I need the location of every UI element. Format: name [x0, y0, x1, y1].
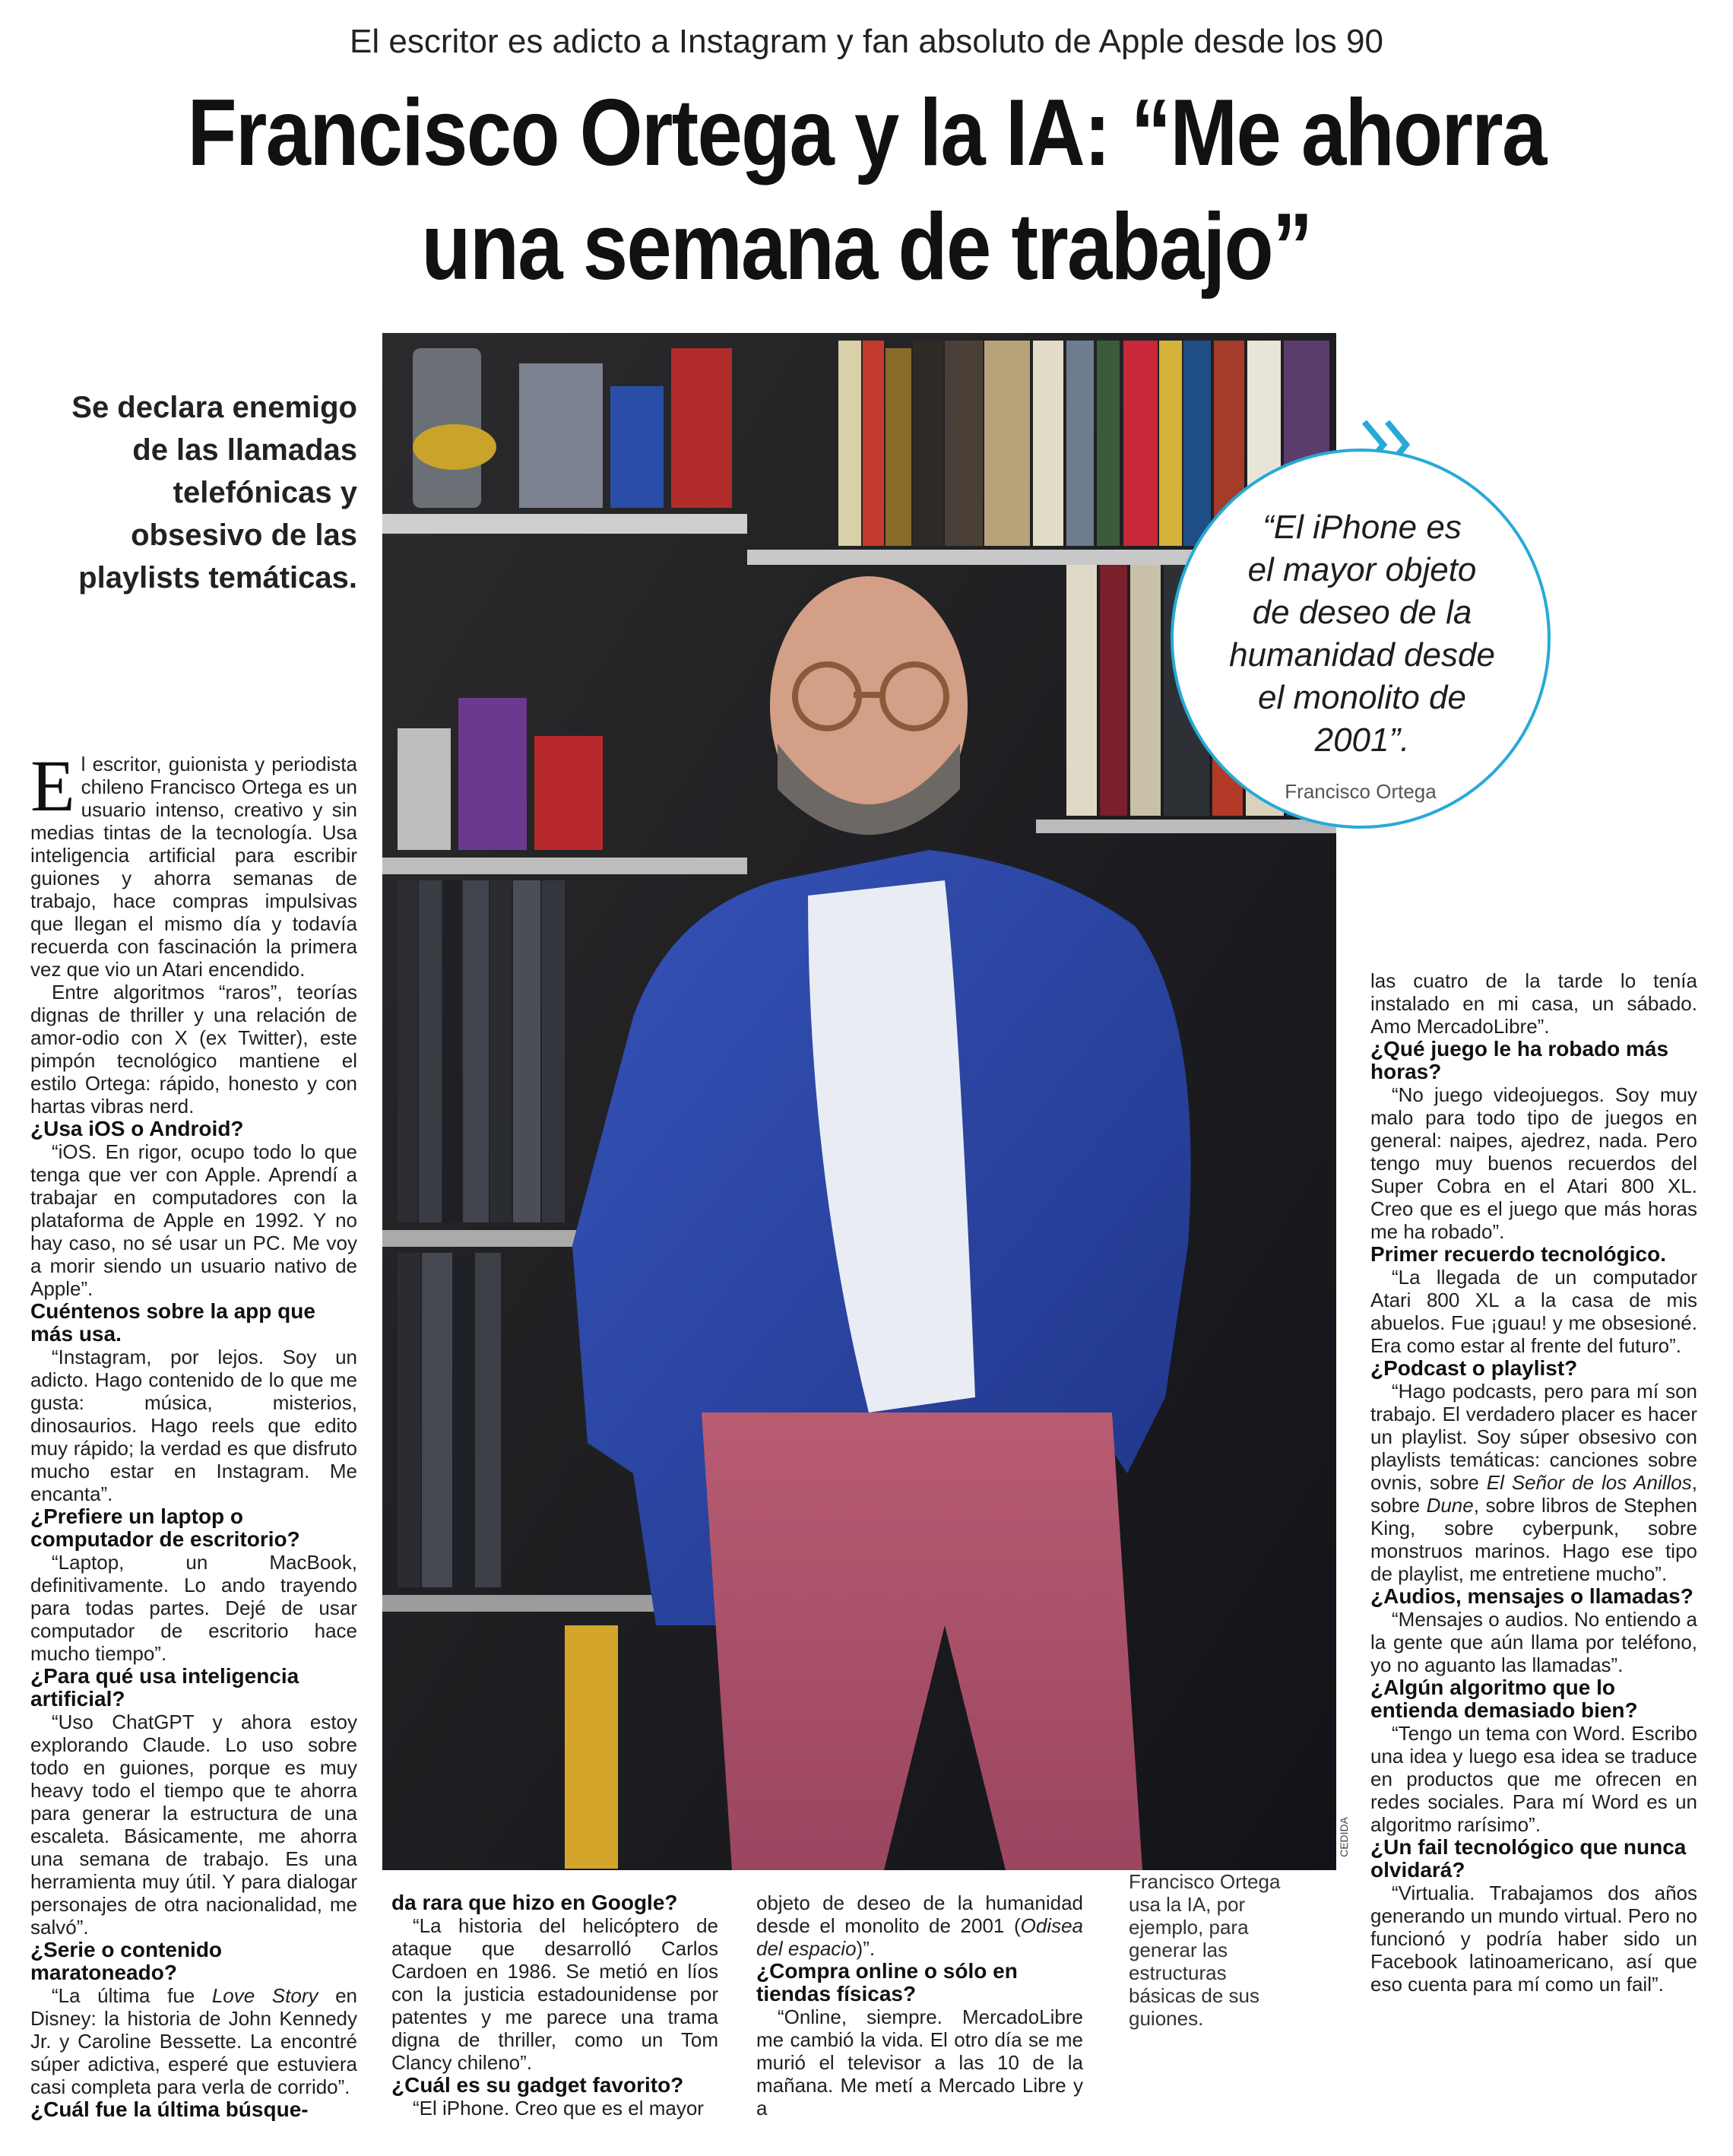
article-column-3	[756, 1891, 1083, 2120]
answer: “No juego videojuegos. Soy muy malo para todo tipo de juegos en general: naipes, ajedrez, nada. Pero tengo muy buenos recuerdos del Super Cobra en el Atari 800 XL. Creo que es el juego que más horas me ha robado”.	[1370, 1083, 1697, 1243]
pull-quote-text	[1204, 506, 1520, 762]
deck-line: playlists temáticas.	[78, 561, 357, 594]
headline-line-1: Francisco Ortega y la IA: “Me ahorra	[187, 81, 1546, 185]
question: ¿Compra online o sólo en tiendas físicas?	[756, 1959, 1018, 2005]
intro-paragraph: El escritor, guionista y periodista chileno Francisco Ortega es un usuario intenso, creativo y sin medias tintas de la tecnología. Usa inteligencia artificial para escribir guiones y ahorra semanas de trabajo, hace compras impulsivas que llegan el mismo día y todavía recuerda con fascinación la primera vez que vio un Atari encendido.	[30, 745, 357, 981]
deck-line: Se declara enemigo	[71, 391, 357, 424]
question: Cuéntenos sobre la app que más usa.	[30, 1299, 315, 1346]
answer: “El iPhone. Creo que es el mayor	[413, 2097, 704, 2120]
answer: “La llegada de un computador Atari 800 XL a la casa de mis abuelos. Fue ¡guau! y me obsesioné. Era como estar al frente del futuro”.	[1370, 1266, 1697, 1357]
question: ¿Usa iOS o Android?	[30, 1117, 244, 1140]
question-continued: da rara que hizo en Google?	[391, 1891, 678, 1914]
pull-quote-line: 2001”.	[1314, 721, 1410, 759]
question: ¿Cuál fue la última búsque-	[30, 2097, 309, 2121]
answer: “La última fue Love Story en Disney: la historia de John Kennedy Jr. y Caroline Bessette. La encontré súper adictiva, esperé que estuviera casi completa para verla de corrido”.	[30, 1984, 357, 2098]
answer: “Online, siempre. MercadoLibre me cambió la vida. El otro día se me murió el televisor a las 10 de la mañana. Me metí a Mercado Libre y a	[756, 2005, 1083, 2120]
question: ¿Algún algoritmo que lo entienda demasiado bien?	[1370, 1676, 1638, 1722]
deck-line: de las llamadas	[132, 433, 357, 467]
article-column-2	[391, 1891, 718, 2120]
pull-quote-author: Francisco Ortega	[1285, 780, 1437, 803]
article-column-4	[1370, 969, 1697, 1996]
answer: “La historia del helicóptero de ataque que desarrolló Carlos Cardoen en 1986. Se metió en líos con la justicia estadounidense por patentes y me parece una trama digna de thriller, como un Tom Clancy chileno”.	[391, 1914, 718, 2074]
pull-quote-line: el monolito de	[1258, 679, 1466, 716]
answer: “Uso ChatGPT y ahora estoy explorando Claude. Lo uso sobre todo en guiones, porque es muy heavy todo el tiempo que te ahorra para generar la estructura de una escaleta. Básicamente, me ahorra una semana de trabajo. Es una herramienta muy útil. Y para dialogar personajes de otra nacionalidad, me salvó”.	[30, 1711, 357, 1939]
paragraph: Entre algoritmos “raros”, teorías dignas de thriller y una relación de amor-odio con X (ex Twitter), este pimpón tecnológico mantiene el estilo Ortega: rápido, honesto y con hartas vibras nerd.	[30, 981, 357, 1118]
question: ¿Qué juego le ha robado más horas?	[1370, 1037, 1669, 1083]
question: ¿Un fail tecnológico que nunca olvidará?	[1370, 1835, 1687, 1882]
pull-quote-line: humanidad desde	[1229, 636, 1495, 674]
question: ¿Prefiere un laptop o computador de escritorio?	[30, 1504, 300, 1551]
question: ¿Serie o contenido maratoneado?	[30, 1938, 223, 1984]
answer: “Hago podcasts, pero para mí son trabajo. El verdadero placer es hacer un playlist. Soy súper obsesivo con playlists temáticas: canciones sobre ovnis, sobre El Señor de los Anillos, sobre Dune, sobre libros de Stephen King, sobre cyberpunk, sobre monstruos marinos. Hago ese tipo de playlist, me entretiene mucho”.	[1370, 1380, 1697, 1585]
pull-quote-line: el mayor objeto	[1247, 551, 1477, 588]
photo-caption: Francisco Ortega usa la IA, por ejemplo, para generar las estructuras básicas de sus guiones.	[1129, 1870, 1281, 2030]
pull-quote	[1171, 449, 1551, 829]
pull-quote-line: de deseo de la	[1252, 594, 1472, 631]
deck-line: obsesivo de las	[131, 518, 357, 552]
answer-continued: las cuatro de la tarde lo tenía instalado en mi casa, un sábado. Amo MercadoLibre”.	[1370, 969, 1697, 1038]
answer: “iOS. En rigor, ocupo todo lo que tenga que ver con Apple. Aprendí a trabajar en computadores con la plataforma de Apple en 1992. Y no hay caso, no sé usar un PC. Me voy a morir siendo un usuario nativo de Apple”.	[30, 1140, 357, 1300]
headline-line-2: una semana de trabajo”	[421, 195, 1312, 300]
drop-cap: E	[30, 745, 75, 826]
headline	[160, 76, 1573, 304]
answer: “Instagram, por lejos. Soy un adicto. Hago contenido de lo que me gusta: música, misterios, dinosaurios. Hago reels que edito muy rápido; la verdad es que disfruto mucho estar en Instagram. Me encanta”.	[30, 1346, 357, 1505]
question: ¿Audios, mensajes o llamadas?	[1370, 1584, 1693, 1608]
answer: “Laptop, un MacBook, definitivamente. Lo ando trayendo para todas partes. Dejé de usar computador de escritorio hace mucho tiempo”.	[30, 1551, 357, 1665]
deck	[30, 386, 357, 599]
article-column-1	[30, 745, 357, 2121]
question: ¿Cuál es su gadget favorito?	[391, 2073, 684, 2097]
deck-line: telefónicas y	[173, 476, 357, 509]
question: ¿Para qué usa inteligencia artificial?	[30, 1664, 299, 1711]
question: Primer recuerdo tecnológico.	[1370, 1242, 1666, 1266]
kicker: El escritor es adicto a Instagram y fan absoluto de Apple desde los 90	[350, 23, 1383, 60]
answer: “Mensajes o audios. No entiendo a la gente que aún llama por teléfono, yo no aguanto las llamadas”.	[1370, 1608, 1697, 1676]
answer: “Virtualia. Trabajamos dos años generando un mundo virtual. Pero no funcionó y podría haber sido un Facebook latinoamericano, así que eso cuenta para mí como un fail”.	[1370, 1882, 1697, 1996]
photo-credit: CEDIDA	[1338, 1817, 1350, 1857]
pull-quote-line: “El iPhone es	[1263, 509, 1462, 546]
question: ¿Podcast o playlist?	[1370, 1356, 1578, 1380]
answer-continued: objeto de deseo de la humanidad desde el monolito de 2001 (Odisea del espacio)”.	[756, 1891, 1083, 1960]
answer: “Tengo un tema con Word. Escribo una idea y luego esa idea se traduce en productos que me ofrecen en redes sociales. Para mí Word es un algoritmo rarísimo”.	[1370, 1722, 1697, 1836]
